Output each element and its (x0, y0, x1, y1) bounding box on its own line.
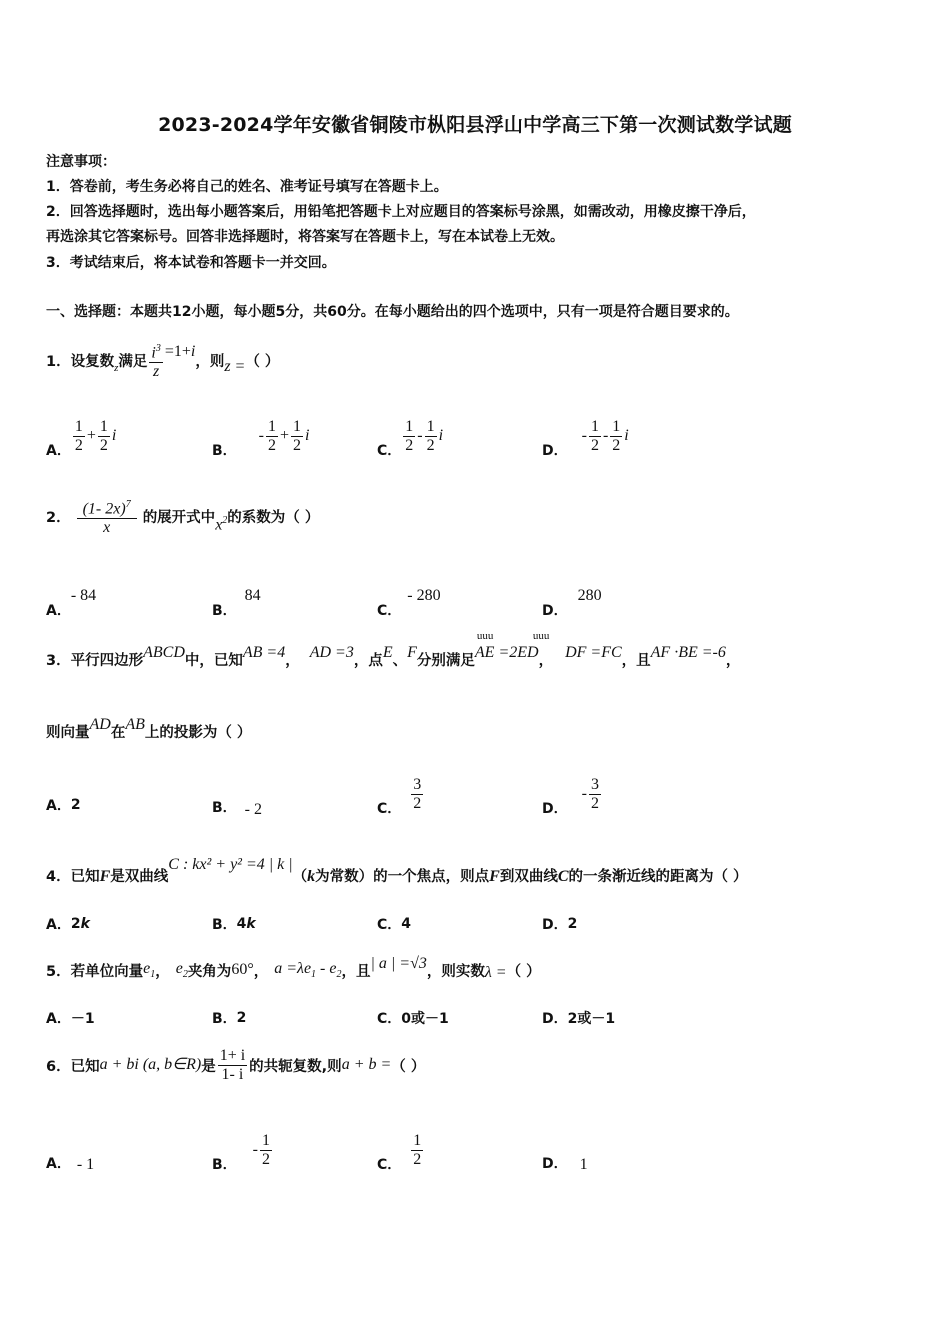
q1-i: i (190, 342, 196, 360)
q2-text-end: 的系数为（ ） (227, 510, 320, 527)
frac-den: 2 (413, 1150, 422, 1168)
q4-option-c[interactable] (377, 914, 411, 934)
q2-frac-den: x (103, 519, 111, 537)
q5-eq-sub1: 1 (311, 969, 317, 981)
sign: - (581, 427, 587, 444)
q1-option-c[interactable] (377, 412, 443, 460)
q3-comma-1: ， (285, 653, 300, 669)
frac-num: 1 (262, 1131, 270, 1149)
frac-num: 1 (612, 417, 621, 435)
q2-x-sup: 2 (222, 515, 228, 526)
option-value: 0或－1 (401, 1011, 449, 1027)
q4-option-b[interactable] (212, 914, 256, 934)
option-label: A． (46, 443, 71, 459)
q6-option-a[interactable] (46, 1152, 94, 1174)
q5-angle: 60° (231, 961, 254, 978)
q3-line2-end: 上的投影为（ ） (144, 725, 252, 741)
frac (589, 418, 601, 455)
q1-then: ，则 (195, 354, 225, 371)
op: - (602, 427, 609, 444)
frac (411, 1132, 423, 1169)
q6-text-1: 是 (201, 1058, 216, 1075)
q5-e2: e (175, 959, 183, 977)
page-title: 2023-2024学年安徽省铜陵市枞阳县浮山中学高三下第一次测试数学试题 (158, 114, 792, 136)
option-label: B． (212, 443, 237, 459)
notice-item-2-cont: 再选涂其它答案标号。回答非选择题时，将答案写在答题卡上，写在本试卷上无效。 (46, 229, 564, 245)
q1-equation: =1+ (164, 342, 191, 360)
q1-frac-den: z (152, 363, 160, 381)
frac-num: 1 (99, 417, 108, 435)
frac-den: 2 (590, 794, 599, 812)
q1-option-a[interactable] (46, 412, 116, 460)
imag-i: i (624, 427, 629, 444)
q6-frac-num: 1+ i (219, 1046, 246, 1064)
question-2 (46, 496, 319, 537)
sign: - (252, 1141, 258, 1158)
q2-frac-sup: 7 (125, 499, 131, 510)
option-label: A． (46, 798, 71, 814)
frac-den: 2 (590, 436, 599, 454)
option-value: 1 (579, 1156, 588, 1173)
option-value: - 2 (244, 801, 262, 818)
option-label: B． (212, 800, 237, 816)
imag-i: i (111, 427, 117, 444)
q4-text-3: 为常数）的一个焦点，则点 (315, 869, 490, 885)
q3-ab: AB =4 (242, 644, 286, 661)
frac (589, 776, 601, 813)
frac-den: 2 (413, 794, 422, 812)
q5-option-d[interactable] (542, 1008, 615, 1028)
frac-den: 2 (405, 436, 414, 454)
imag-i: i (438, 427, 444, 444)
q3-afbe: AF ·BE =-6 (650, 644, 726, 661)
frac-num: 3 (590, 775, 599, 793)
op: + (280, 427, 290, 444)
q5-text-3: ，则实数 (426, 963, 485, 980)
q5-abs-eq: | a | =√3 (370, 955, 427, 972)
q2-option-b[interactable] (212, 578, 261, 620)
q6-frac-den: 1- i (221, 1065, 244, 1083)
option-label: C． (377, 917, 402, 933)
frac-num: 3 (413, 775, 422, 793)
q3-line2-mid: 在 (110, 725, 126, 741)
q5-eq-sub2: 2 (336, 969, 342, 981)
q3-text-3: 、 (392, 653, 408, 669)
q3-comma-3: ， (725, 653, 741, 669)
option-label: D． (542, 801, 568, 817)
q3-ae: AE =2ED (474, 644, 539, 661)
frac (73, 418, 85, 455)
q3-vector-arrow-ed: uuu (532, 630, 550, 642)
frac (291, 418, 303, 455)
option-value: 2或－1 (567, 1011, 616, 1027)
q1-frac-num: i (151, 344, 156, 362)
frac (266, 418, 278, 455)
option-label: D． (542, 443, 568, 459)
q6-option-c[interactable] (377, 1126, 425, 1174)
frac-num: 1 (293, 417, 302, 435)
option-var: k (80, 916, 90, 932)
q4-text-1: 是双曲线 (110, 869, 169, 885)
q3-line2-text: 则向量 (46, 725, 90, 741)
q5-e1-sub: 1 (150, 969, 156, 981)
frac (411, 776, 423, 813)
q1-number: 1．设复数 (46, 354, 115, 371)
q1-fraction (149, 340, 162, 381)
option-label: B． (212, 1011, 237, 1027)
sign: - (581, 785, 587, 802)
q6-fraction (218, 1047, 247, 1084)
q3-option-c[interactable] (377, 770, 425, 818)
q6-expr: a + bi (a, b∈R) (99, 1056, 202, 1073)
q4-text-4: 到双曲线 (499, 869, 558, 885)
q1-option-d[interactable] (542, 412, 629, 460)
op: - (417, 427, 423, 444)
notice-item-3: 3．考试结束后，将本试卷和答题卡一并交回。 (46, 255, 336, 271)
option-value: 84 (244, 587, 261, 604)
q6-number: 6．已知 (46, 1058, 100, 1075)
frac-num: 1 (413, 1131, 422, 1149)
question-4 (46, 852, 748, 886)
option-value: 4 (401, 916, 412, 932)
option-label: D． (542, 917, 568, 933)
q3-ad-vec: AD (89, 716, 111, 733)
notice-item-2: 2．回答选择题时，选出每小题答案后，用铅笔把答题卡上对应题目的答案标号涂黑，如需改动，用橡皮擦干净后， (46, 204, 756, 220)
q2-x: x (215, 516, 223, 534)
q4-text-5: 的一条渐近线的距离为（ ） (568, 869, 748, 885)
q2-fraction (77, 496, 137, 537)
q5-comma-2: ， (253, 963, 269, 980)
q6-ask: a + b = (341, 1056, 392, 1073)
q3-ad: AD =3 (309, 644, 354, 661)
option-label: C． (377, 801, 402, 817)
q4-c: C (557, 868, 569, 885)
q4-option-d[interactable] (542, 914, 577, 934)
q4-option-a[interactable] (46, 914, 90, 934)
option-value: 280 (577, 587, 602, 604)
option-label: A． (46, 1011, 71, 1027)
option-label: A． (46, 603, 71, 619)
q3-number: 3．平行四边形 (46, 653, 144, 669)
frac (98, 418, 110, 455)
q5-option-c[interactable] (377, 1008, 449, 1028)
q3-e: E (382, 644, 393, 661)
q3-option-a[interactable] (46, 795, 81, 815)
frac-den: 2 (293, 436, 302, 454)
section-heading: 一、选择题：本题共12小题，每小题5分，共60分。在每小题给出的四个选项中，只有一项是符合题目要求的。 (46, 304, 739, 320)
question-5 (46, 955, 541, 985)
q5-text-2: ，且 (341, 963, 371, 980)
frac-den: 2 (74, 436, 83, 454)
frac (403, 418, 415, 455)
frac-den: 2 (426, 436, 435, 454)
frac (425, 418, 437, 455)
q3-text-2: ，点 (353, 653, 383, 669)
q3-ab-vec: AB (125, 716, 145, 733)
option-label: C． (377, 1011, 402, 1027)
frac-num: 1 (268, 417, 276, 435)
q2-option-d[interactable] (542, 578, 602, 620)
q4-hyperbola-eq: C : kx² + y² =4 | k | (168, 856, 293, 873)
option-label: D． (542, 1156, 568, 1172)
q4-f-2: F (489, 868, 500, 885)
op: + (86, 427, 96, 444)
frac-num: 1 (426, 417, 435, 435)
q6-option-b[interactable] (212, 1126, 274, 1174)
question-6 (46, 1040, 425, 1090)
q2-text: 的展开式中 (142, 510, 216, 527)
frac-num: 1 (405, 417, 414, 435)
q6-paren: （ ） (391, 1058, 426, 1075)
q5-number: 5．若单位向量 (46, 963, 144, 980)
q3-text-5: ，且 (621, 653, 651, 669)
option-label: C． (377, 603, 402, 619)
frac-den: 2 (262, 1150, 270, 1168)
q5-text-1: 夹角为 (187, 963, 232, 980)
option-label: B． (212, 1157, 237, 1173)
q5-lambda: λ = (484, 964, 507, 981)
q3-option-b[interactable] (212, 795, 262, 819)
frac-num: 1 (590, 417, 599, 435)
q1-option-b[interactable] (212, 412, 309, 460)
option-label: D． (542, 603, 568, 619)
q2-option-a[interactable] (46, 578, 96, 620)
option-label: B． (212, 917, 237, 933)
frac-den: 2 (612, 436, 621, 454)
option-value: 2 (70, 916, 81, 932)
q2-number: 2． (46, 510, 71, 527)
option-label: A． (46, 1156, 71, 1172)
frac-num: 1 (74, 417, 83, 435)
q3-vector-arrow-ae: uuu (476, 630, 494, 642)
frac (610, 418, 622, 455)
q3-text-4: 分别满足 (416, 653, 475, 669)
q2-option-c[interactable] (377, 578, 441, 620)
q5-paren: （ ） (506, 963, 541, 980)
q4-k: k (307, 868, 316, 885)
option-value: 2 (70, 797, 81, 813)
sign: - (258, 427, 264, 444)
option-label: C． (377, 443, 402, 459)
q5-comma-1: ， (155, 963, 170, 980)
q6-text-2: 的共轭复数,则 (249, 1058, 342, 1075)
frac (260, 1132, 272, 1169)
q5-e1: e (143, 959, 151, 977)
q5-eq-a: a =λe (274, 959, 312, 977)
q3-df: DF =FC (565, 644, 622, 661)
option-label: D． (542, 1011, 568, 1027)
q5-eq-mid: - e (316, 959, 337, 977)
q1-ask: z = (224, 357, 246, 375)
notice-item-1: 1．答卷前，考生务必将自己的姓名、准考证号填写在答题卡上。 (46, 179, 448, 195)
q4-f: F (99, 868, 111, 885)
question-3-line-2 (46, 712, 251, 742)
q6-option-d[interactable] (542, 1152, 588, 1174)
option-label: A． (46, 917, 71, 933)
option-value: 4 (236, 916, 247, 932)
q1-text: 满足 (118, 354, 148, 371)
q4-text-2: （ (292, 869, 308, 885)
option-value: - 280 (407, 587, 441, 604)
option-value: －1 (70, 1011, 95, 1027)
q3-option-d[interactable] (542, 770, 603, 818)
option-var: k (246, 916, 256, 932)
option-label: C． (377, 1157, 402, 1173)
option-value: - 84 (70, 587, 97, 604)
option-value: - 1 (76, 1156, 95, 1173)
q3-text-1: 中，已知 (184, 653, 243, 669)
q3-abcd: ABCD (143, 644, 185, 661)
frac-den: 2 (99, 436, 108, 454)
question-3 (46, 630, 740, 670)
q3-f: F (407, 644, 417, 661)
notice-heading: 注意事项： (46, 154, 116, 170)
q5-option-b[interactable] (212, 1008, 246, 1028)
q4-number: 4．已知 (46, 869, 100, 885)
frac-den: 2 (268, 436, 276, 454)
option-value: 2 (236, 1010, 247, 1026)
q1-frac-sup: 3 (155, 343, 161, 354)
imag-i: i (305, 427, 310, 444)
q1-paren: （ ） (245, 354, 280, 371)
question-1 (46, 340, 279, 381)
option-label: B． (212, 603, 237, 619)
q3-comma-2: ， (538, 653, 554, 669)
q1-z: z (114, 361, 119, 374)
q5-e2-sub: 2 (182, 969, 188, 981)
option-value: 2 (567, 916, 578, 932)
q5-option-a[interactable] (46, 1008, 95, 1028)
q2-frac-num: (1- 2x) (82, 500, 126, 518)
